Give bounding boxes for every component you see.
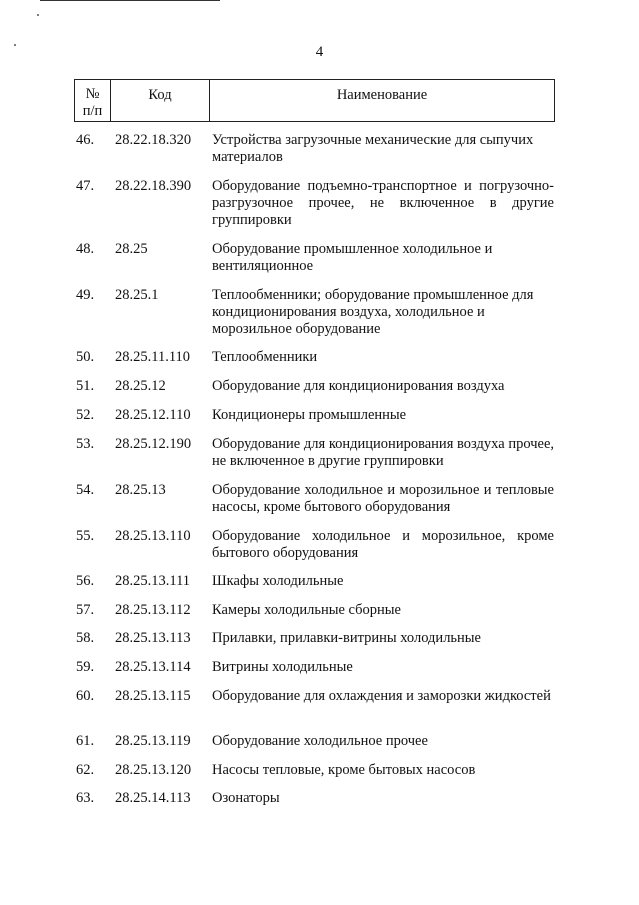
row-code: 28.25.11.110: [115, 349, 191, 365]
row-code: 28.25.13.114: [115, 659, 191, 675]
row-code: 28.25.14.113: [115, 790, 191, 806]
header-code-label: Код: [148, 87, 172, 103]
row-name: Устройства загрузочные механические для сыпучих материалов: [212, 132, 534, 165]
row-number: 47.: [76, 178, 95, 194]
row-code: 28.25.13: [115, 482, 166, 498]
row-name: Насосы тепловые, кроме бытовых насосов: [212, 762, 476, 778]
row-code: 28.22.18.320: [115, 132, 192, 148]
row-code: 28.25.12.110: [115, 407, 191, 423]
row-name: Теплообменники: [212, 349, 318, 365]
row-code: 28.25.13.113: [115, 630, 191, 646]
row-number: 58.: [76, 630, 95, 646]
table-header: [74, 79, 555, 122]
row-name: Оборудование для кондиционирования воздуха прочее, не включенное в другие группировки: [212, 436, 554, 469]
row-name: Прилавки, прилавки-витрины холодильные: [212, 630, 481, 646]
scan-top-line: [40, 0, 220, 1]
row-number: 52.: [76, 407, 95, 423]
row-number: 49.: [76, 287, 95, 303]
row-number: 53.: [76, 436, 95, 452]
row-code: 28.22.18.390: [115, 178, 192, 194]
header-name-cell: [210, 80, 554, 121]
row-number: 60.: [76, 688, 95, 704]
row-code: 28.25.13.119: [115, 733, 191, 749]
row-name: Витрины холодильные: [212, 659, 353, 675]
header-number-label: №: [85, 85, 100, 102]
row-name: Шкафы холодильные: [212, 573, 344, 589]
row-code: 28.25.13.112: [115, 602, 191, 618]
row-name: Оборудование промышленное холодильное и вентиляционное: [212, 241, 493, 274]
row-number: 51.: [76, 378, 95, 394]
row-code: 28.25.1: [115, 287, 159, 303]
row-number: 48.: [76, 241, 95, 257]
row-code: 28.25.13.115: [115, 688, 191, 704]
row-code: 28.25.13.111: [115, 573, 191, 589]
row-name: Оборудование для охлаждения и заморозки жидкостей: [212, 688, 551, 704]
row-code: 28.25.13.110: [115, 528, 191, 544]
page-number: 4: [315, 44, 324, 60]
row-number: 59.: [76, 659, 95, 675]
header-name-label: Наименование: [336, 87, 428, 103]
row-name: Теплообменники; оборудование промышленное для кондиционирования воздуха, холодильное и морозильное оборудование: [212, 287, 534, 337]
header-number-sublabel: п/п: [82, 102, 103, 119]
row-name: Оборудование холодильное прочее: [212, 733, 428, 749]
row-name: Оборудование для кондиционирования воздуха: [212, 378, 505, 394]
row-name: Оборудование холодильное и морозильное и тепловые насосы, кроме бытового оборудования: [212, 482, 554, 515]
row-code: 28.25.13.120: [115, 762, 192, 778]
row-number: 55.: [76, 528, 95, 544]
row-number: 50.: [76, 349, 95, 365]
row-name: Озонаторы: [212, 790, 280, 806]
row-number: 57.: [76, 602, 95, 618]
row-number: 54.: [76, 482, 95, 498]
row-code: 28.25.12: [115, 378, 166, 394]
row-number: 46.: [76, 132, 95, 148]
row-number: 62.: [76, 762, 95, 778]
row-code: 28.25.12.190: [115, 436, 192, 452]
row-code: 28.25: [115, 241, 148, 257]
row-number: 63.: [76, 790, 95, 806]
row-number: 56.: [76, 573, 95, 589]
row-name: Кондиционеры промышленные: [212, 407, 407, 423]
row-name: Оборудование холодильное и морозильное, кроме бытового оборудования: [212, 528, 554, 561]
row-name: Камеры холодильные сборные: [212, 602, 401, 618]
header-code-cell: [111, 80, 210, 121]
header-number-cell: [75, 80, 111, 121]
scan-speck: [37, 14, 39, 16]
row-name: Оборудование подъемно-транспортное и погрузочно-разгрузочное прочее, не включенное в другие группировки: [212, 178, 554, 228]
row-number: 61.: [76, 733, 95, 749]
